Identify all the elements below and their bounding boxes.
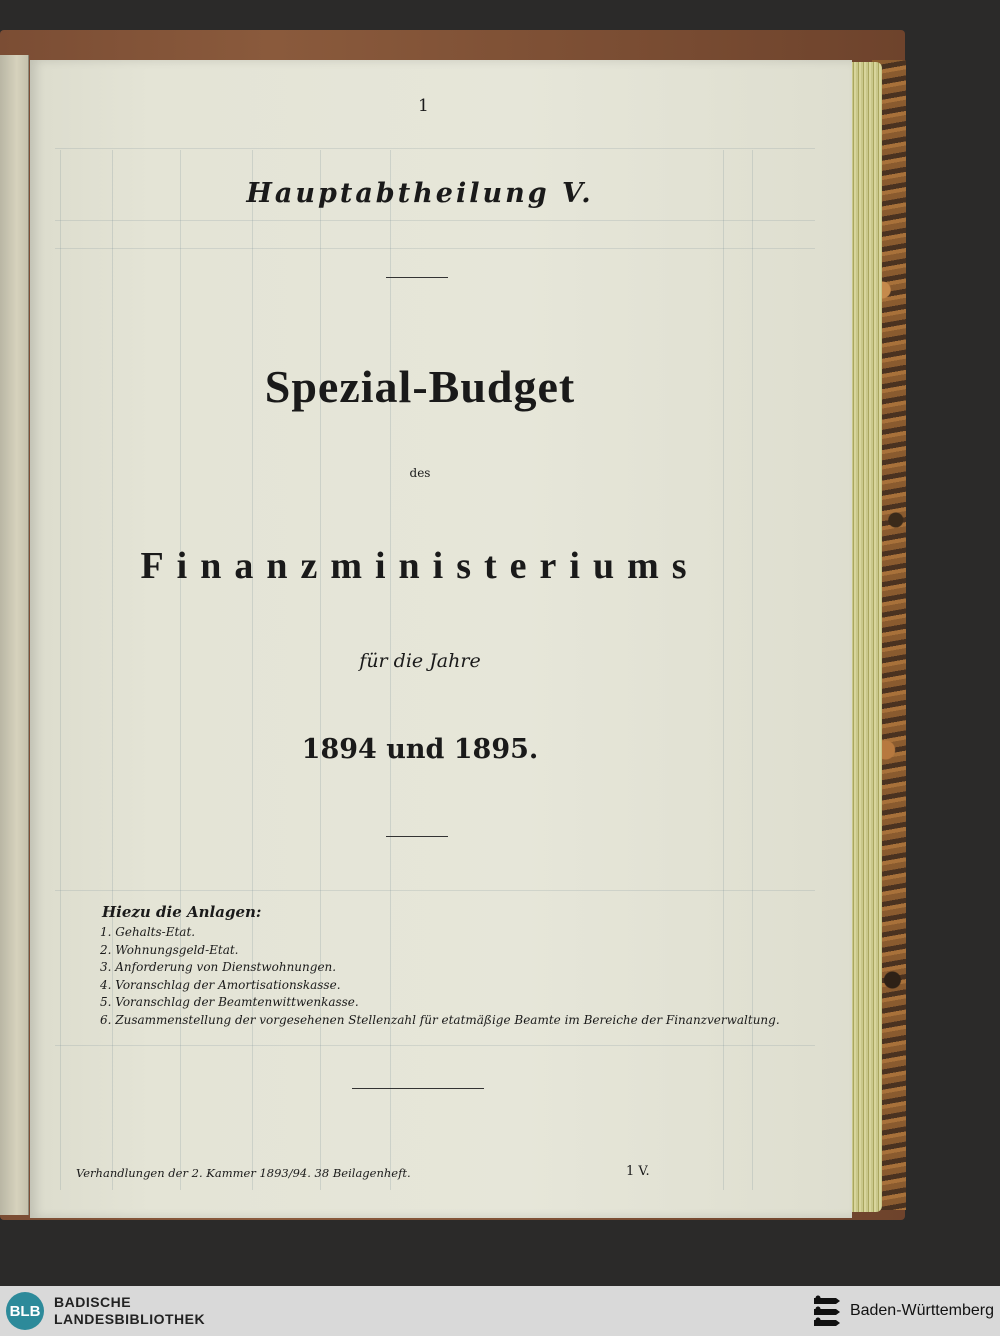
page-number: 1 — [418, 96, 429, 116]
three-lions-icon — [812, 1293, 842, 1329]
main-division-heading: Hauptabtheilung V. — [246, 178, 594, 209]
ministry-name: Finanzministeriums — [140, 545, 700, 587]
document-page — [30, 60, 852, 1218]
divider-bottom — [352, 1088, 484, 1089]
appendix-item: 5. Voranschlag der Beamtenwittwenkasse. — [100, 995, 359, 1010]
bleed-through-grid — [30, 60, 852, 1218]
divider-top — [386, 277, 448, 278]
years-label: für die Jahre — [359, 650, 481, 672]
footer-signature: 1 V. — [626, 1164, 650, 1179]
appendix-item: 2. Wohnungsgeld-Etat. — [100, 942, 239, 957]
bw-logo-text: Baden-Württemberg — [849, 1302, 994, 1319]
appendix-item: 4. Voranschlag der Amortisationskasse. — [100, 977, 341, 992]
footer-citation: Verhandlungen der 2. Kammer 1893/94. 38 Beilagenheft. — [76, 1166, 411, 1180]
brand-bar — [0, 1286, 1000, 1336]
bw-logo[interactable] — [812, 1293, 994, 1329]
appendix-item: 3. Anforderung von Dienstwohnungen. — [100, 960, 337, 975]
blb-logo-text — [54, 1294, 205, 1328]
blb-logo-line1: BADISCHE — [54, 1294, 132, 1310]
left-page-edge — [0, 55, 29, 1215]
appendix-heading: Hiezu die Anlagen: — [102, 903, 262, 921]
divider-middle — [386, 836, 448, 837]
blb-logo-line2: LANDESBIBLIOTHEK — [54, 1311, 206, 1327]
appendix-item: 6. Zusammenstellung der vorgesehenen Stellenzahl für etatmäßige Beamte im Bereiche der Finanzverwaltung. — [100, 1012, 780, 1027]
blb-logo[interactable] — [6, 1292, 205, 1330]
blb-logo-icon: BLB — [6, 1292, 44, 1330]
appendix-item: 1. Gehalts-Etat. — [100, 925, 196, 939]
appendix-list — [100, 924, 780, 1030]
budget-years: 1894 und 1895. — [301, 734, 539, 765]
document-title: Spezial-Budget — [264, 361, 576, 412]
article-des: des — [409, 466, 431, 480]
